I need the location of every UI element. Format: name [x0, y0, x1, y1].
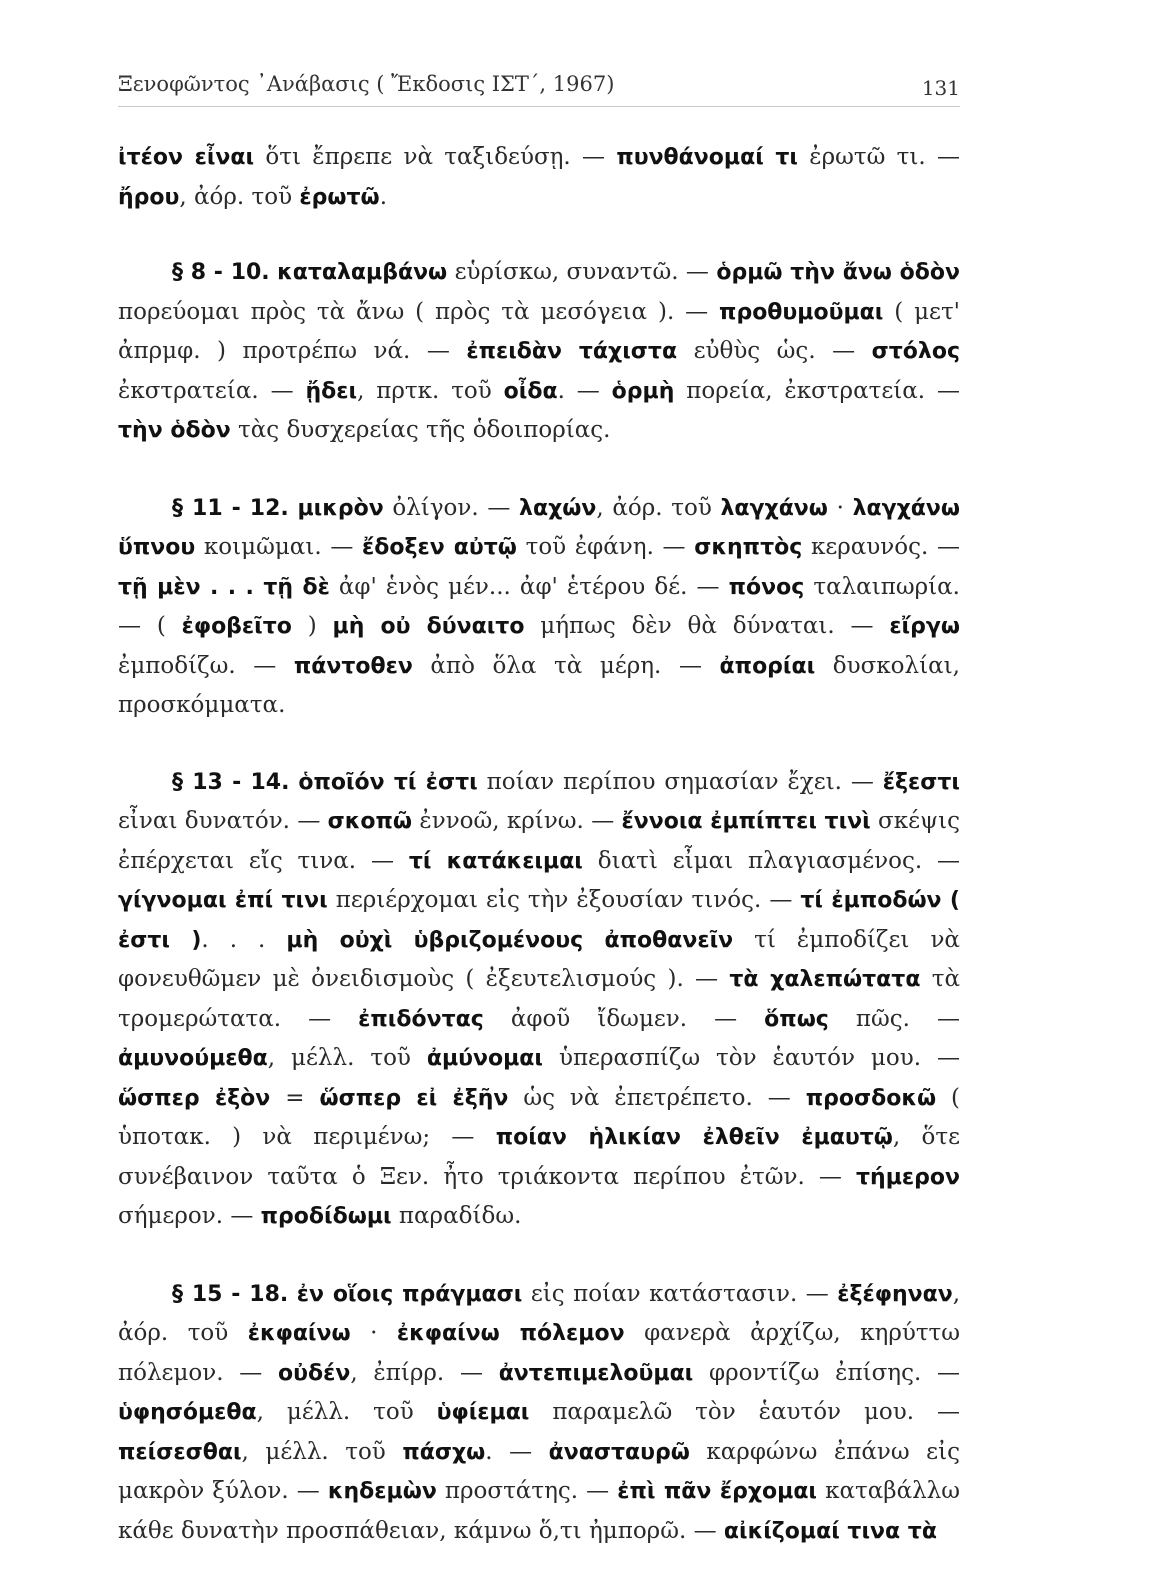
gloss-text: φροντίζω ἐπίσης. — [693, 1359, 961, 1386]
lemma-term: προθυμοῦμαι [719, 299, 884, 325]
gloss-text: κοιμῶμαι. — [195, 534, 363, 560]
lemma-term: ὑφησόμεθα [118, 1400, 257, 1425]
gloss-text: τὰ τρομερώτατα. — [118, 966, 960, 1032]
gloss-text: . — [557, 377, 612, 404]
gloss-text: = [270, 1084, 320, 1111]
commentary-body [118, 138, 960, 1589]
lemma-term: τήμερον [856, 1164, 960, 1190]
lemma-term: ποίαν ἡλικίαν ἐλθεῖν ἐμαυτῷ [495, 1125, 893, 1150]
lemma-term: τὴν ὁδὸν [118, 418, 231, 443]
lemma-term: οἶδα [503, 378, 558, 404]
gloss-text: ποίαν περίπου σημασίαν ἔχει. — [477, 768, 883, 795]
lemma-term: μὴ οὐ δύναιτο [332, 614, 525, 639]
lemma-term: ἐπιδόντας [358, 1006, 484, 1032]
section-number: § 8 - 10. [172, 260, 270, 285]
gloss-text: ταλαιπωρία. — ( [118, 573, 960, 639]
gloss-text: σκέψις ἐπέρχεται εἴς τινα. — [118, 808, 960, 874]
gloss-text: , πρτκ. τοῦ [357, 377, 504, 404]
lemma-term: ἀνασταυρῶ [548, 1439, 690, 1465]
lemma-term: λαγχάνω [720, 495, 828, 521]
paragraph [118, 138, 960, 217]
gloss-text: πορεία, ἐκστρατεία. — [674, 377, 961, 404]
lemma-term: πάντοθεν [293, 653, 413, 679]
lemma-term: εἴργω [889, 614, 960, 639]
page-number: 131 [921, 76, 960, 100]
lemma-term: ἰτέον εἶναι [118, 145, 255, 170]
lemma-term: προδίδωμι [260, 1204, 392, 1229]
paragraph [118, 763, 960, 1237]
gloss-text: εἰς ποίαν κατάστασιν. — [522, 1280, 838, 1307]
lemma-term: προσδοκῶ [805, 1085, 937, 1111]
gloss-text: , ἀόρ. τοῦ [179, 183, 300, 210]
gloss-text: , μέλλ. τοῦ [241, 1438, 403, 1465]
lemma-term: ἤρου [118, 184, 180, 210]
lemma-term: καταλαμβάνω [277, 260, 448, 285]
lemma-term: σκηπτὸς [694, 535, 803, 560]
lemma-term: σκοπῶ [327, 809, 413, 834]
section-number: § 15 - 18. [172, 1281, 289, 1307]
lemma-term: ἐν οἵοις πράγμασι [296, 1281, 523, 1307]
lemma-term: ἔννοια ἐμπίπτει τινὶ [621, 809, 871, 834]
gloss-text: τοῦ ἐφάνη. — [516, 534, 695, 560]
lemma-term: ὥσπερ εἰ ἐξῆν [319, 1085, 509, 1111]
gloss-text: ) [291, 613, 333, 639]
gloss-text: , μέλλ. τοῦ [267, 1045, 427, 1071]
gloss-text: παραμελῶ τὸν ἑαυτόν μου. — [529, 1399, 960, 1425]
gloss-text: ἀφοῦ ἴδωμεν. — [483, 1005, 765, 1032]
lemma-term: γίγνομαι ἐπί τινι [118, 888, 328, 913]
gloss-text: καταβάλλω κάθε δυνατὴν προσπάθειαν, κάμνω ὅ,τι ἠμπορῶ. — [118, 1478, 961, 1544]
paragraph [118, 253, 960, 451]
gloss-text: ἀπὸ ὅλα τὰ μέρη. — [412, 652, 720, 679]
lemma-term: ἀμυνούμεθα [118, 1046, 268, 1071]
gloss-text: , ἀόρ. τοῦ [118, 1280, 961, 1346]
gloss-text: περιέρχομαι εἰς τὴν ἐξουσίαν τινός. — [327, 887, 801, 913]
lemma-term: στόλος [871, 339, 960, 364]
lemma-term: τί κατάκειμαι [408, 848, 583, 874]
lemma-term: τί ἐμποδών ( ἐστι ) [118, 888, 960, 953]
lemma-term: μικρὸν [297, 495, 384, 521]
lemma-term: ὁρμῶ τὴν ἄνω ὁδὸν [716, 260, 961, 285]
gloss-text: παραδίδω. [391, 1203, 522, 1229]
gloss-text: . [379, 183, 387, 210]
gloss-text: , ἀόρ. τοῦ [596, 494, 721, 521]
gloss-text: μήπως δὲν θὰ δύναται. — [524, 613, 890, 639]
lemma-term: ἀμύνομαι [426, 1046, 543, 1071]
gloss-text: ὅτι ἔπρεπε νὰ ταξιδεύσῃ. — [254, 144, 617, 170]
paragraph [118, 1275, 960, 1552]
gloss-text: ἐκστρατεία. — [118, 377, 306, 404]
gloss-text: , ὅτε συνέβαινον ταῦτα ὁ Ξεν. ἦτο τριάκοντα περίπου ἐτῶν. — [118, 1124, 961, 1190]
lemma-term: ὁποῖόν τί ἐστι [298, 769, 478, 795]
lemma-term: λαγχάνω ὕπνου [118, 495, 961, 560]
lemma-term: οὐδέν [278, 1360, 351, 1386]
lemma-term: ἐρωτῶ [299, 184, 380, 210]
gloss-text: ( μετ' ἀπρμφ. ) προτρέπω νά. — [118, 298, 960, 364]
gloss-text: ὀλίγον. — [383, 494, 520, 521]
lemma-term: τὰ χαλεπώτατα [729, 967, 921, 992]
gloss-text: εὐθὺς ὡς. — [677, 338, 872, 364]
lemma-term: πόνος [728, 574, 805, 600]
gloss-text: δυσκολίαι, προσκόμματα. [118, 652, 960, 718]
gloss-text: , μέλλ. τοῦ [256, 1399, 437, 1425]
gloss-text: πῶς. — [828, 1005, 960, 1032]
paragraph [118, 489, 960, 725]
lemma-term: ἔδοξεν αὐτῷ [362, 535, 517, 560]
gloss-text: ἐμποδίζω. — [118, 652, 294, 679]
lemma-term: πείσεσθαι [118, 1439, 242, 1465]
gloss-text: · [827, 494, 853, 521]
gloss-text: διατὶ εἶμαι πλαγιασμένος. — [582, 847, 960, 874]
gloss-text: ( ὑποτακ. ) νὰ περιμένω; — [118, 1084, 960, 1150]
gloss-text: ἐννοῶ, κρίνω. — [412, 808, 622, 834]
gloss-text: κεραυνός. — [802, 534, 960, 560]
gloss-text: πορεύομαι πρὸς τὰ ἄνω ( πρὸς τὰ μεσόγεια ). — [118, 298, 720, 325]
lemma-term: ἀντεπιμελοῦμαι [498, 1360, 694, 1386]
gloss-text: . . . [201, 926, 287, 953]
gloss-text: προστάτης. — [436, 1478, 618, 1504]
lemma-term: ὁρμὴ [611, 378, 675, 404]
gloss-text: σήμερον. — [118, 1203, 261, 1229]
lemma-term: ἐπειδὰν τάχιστα [466, 339, 678, 364]
lemma-term: ἐκφαίνω πόλεμον [396, 1321, 625, 1346]
lemma-term: ὅπως [764, 1006, 829, 1032]
lemma-term: ὥσπερ ἐξὸν [118, 1085, 271, 1111]
gloss-text: · [350, 1320, 397, 1346]
lemma-term: λαχών [519, 495, 597, 521]
lemma-term: ἐπὶ πᾶν ἔρχομαι [617, 1479, 818, 1504]
gloss-text: , ἐπίρρ. — [350, 1359, 499, 1386]
lemma-term: ὑφίεμαι [436, 1400, 530, 1425]
lemma-term: κηδεμὼν [327, 1479, 437, 1504]
gloss-text: ὡς νὰ ἐπετρέπετο. — [508, 1084, 806, 1111]
lemma-term: ᾔδει [305, 378, 358, 404]
lemma-term: ἔξεστι [882, 769, 961, 795]
gloss-text: φανερὰ ἀρχίζω, κηρύττω πόλεμον. — [118, 1320, 961, 1386]
running-head [118, 66, 960, 107]
lemma-term: ἐξέφηναν [837, 1281, 953, 1307]
section-number: § 11 - 12. [172, 495, 289, 521]
running-head-title: Ξενοφῶντος ᾿Ανάβασις ( Ἔκδοσις ΙΣΤ΄, 1967) [118, 72, 615, 96]
gloss-text: ὑπερασπίζω τὸν ἑαυτόν μου. — [543, 1045, 960, 1071]
lemma-term: αἰκίζομαί τινα τὰ [723, 1518, 937, 1544]
gloss-text: εἶναι δυνατόν. — [118, 808, 328, 834]
lemma-term: ἀπορίαι [719, 653, 816, 679]
lemma-term: μὴ οὐχὶ ὑβριζομένους ἀποθανεῖν [286, 927, 734, 953]
lemma-term: πυνθάνομαί τι [616, 145, 799, 170]
gloss-text: καρφώνω ἐπάνω εἰς μακρὸν ξύλον. — [118, 1438, 961, 1504]
gloss-text: τὰς δυσχερείας τῆς ὁδοιπορίας. [230, 417, 611, 443]
gloss-text: τί ἐμποδίζει νὰ φονευθῶμεν μὲ ὀνειδισμοὺς ( ἐξευτελισμούς ). — [118, 926, 960, 992]
gloss-text: ἐρωτῶ τι. — [798, 144, 961, 170]
lemma-term: ἐκφαίνω [247, 1321, 351, 1346]
lemma-term: τῇ μὲν . . . τῇ δὲ [118, 574, 330, 600]
lemma-term: ἐφοβεῖτο [181, 614, 292, 639]
section-number: § 13 - 14. [172, 769, 290, 795]
gloss-text: εὑρίσκω, συναντῶ. — [447, 259, 717, 285]
gloss-text: ἀφ' ἑνὸς μέν... ἀφ' ἑτέρου δέ. — [329, 573, 729, 600]
lemma-term: πάσχω [402, 1439, 486, 1465]
gloss-text: . — [485, 1438, 549, 1465]
